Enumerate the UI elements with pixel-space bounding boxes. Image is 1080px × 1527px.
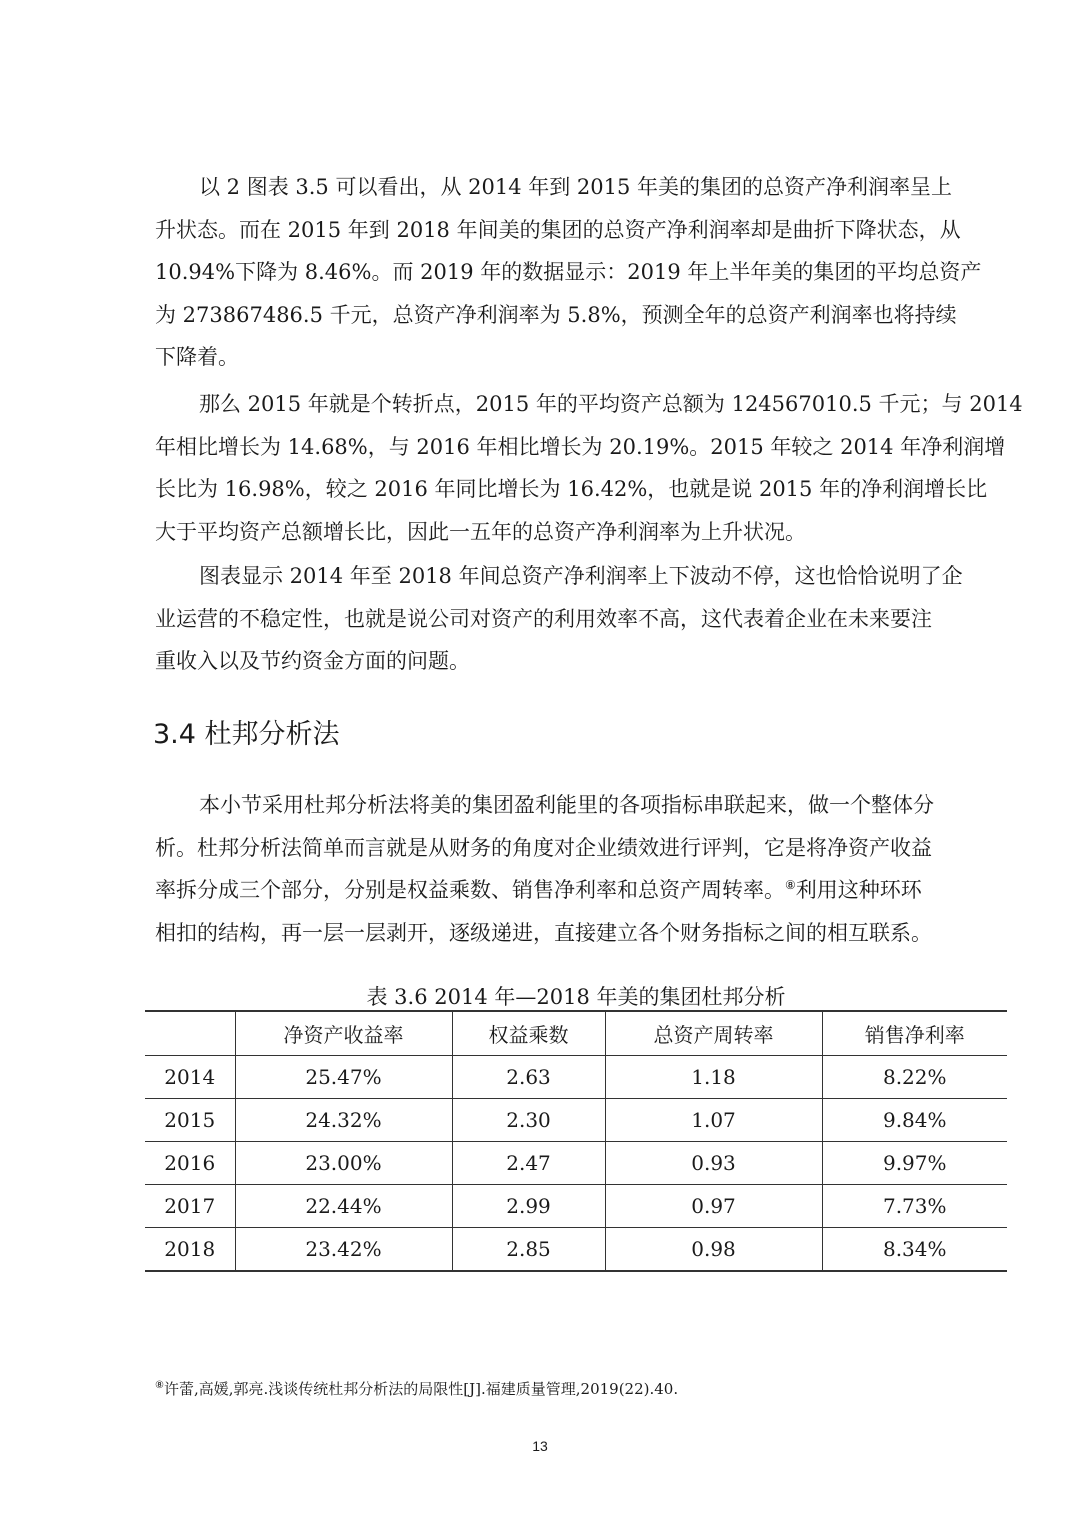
year-cell: 2017 xyxy=(145,1185,235,1228)
table-cell: 8.22% xyxy=(822,1056,1007,1099)
paragraph-2 xyxy=(155,383,1023,553)
text-segment: 率拆分成三个部分，分别是权益乘数、销售净利率和总资产周转率。 xyxy=(155,878,785,902)
footnote xyxy=(155,1378,678,1399)
text-line: 升状态。而在 2015 年到 2018 年间美的集团的总资产净利润率却是曲折下降状态，从 xyxy=(155,217,961,242)
table-header-row xyxy=(145,1011,1007,1056)
table-row xyxy=(145,1099,1007,1142)
table-row xyxy=(145,1056,1007,1099)
text-line xyxy=(155,869,955,912)
table-cell: 2.30 xyxy=(452,1099,605,1142)
table-cell: 0.98 xyxy=(605,1228,822,1272)
dupont-table xyxy=(145,1010,1007,1272)
text-segment: 利用这种环环 xyxy=(795,878,922,902)
text-line: 相扣的结构，再一层一层剥开，逐级递进，直接建立各个财务指标之间的相互联系。 xyxy=(155,920,932,945)
text-line: 长比为 16.98%，较之 2016 年同比增长为 16.42%，也就是说 2015 年的净利润增长比 xyxy=(155,477,988,501)
column-header: 总资产周转率 xyxy=(605,1011,822,1056)
table-row xyxy=(145,1228,1007,1272)
section-heading: 3.4 杜邦分析法 xyxy=(153,719,340,750)
text-line: 图表显示 2014 年至 2018 年间总资产净利润率上下波动不停，这也恰恰说明了企 xyxy=(199,564,963,588)
paragraph-3 xyxy=(155,555,963,683)
table-cell: 2.47 xyxy=(452,1142,605,1185)
table-cell: 0.97 xyxy=(605,1185,822,1228)
paragraph-4 xyxy=(155,784,955,954)
year-cell: 2015 xyxy=(145,1099,235,1142)
table-caption: 表 3.6 2014 年—2018 年美的集团杜邦分析 xyxy=(366,985,786,1009)
table-cell: 23.00% xyxy=(235,1142,452,1185)
table-cell: 24.32% xyxy=(235,1099,452,1142)
column-header: 净资产收益率 xyxy=(235,1011,452,1056)
text-line: 为 273867486.5 千元，总资产净利润率为 5.8%，预测全年的总资产利润率也将持续 xyxy=(155,302,957,327)
column-header xyxy=(145,1011,235,1056)
text-line: 下降着。 xyxy=(155,345,239,369)
text-line: 那么 2015 年就是个转折点，2015 年的平均资产总额为 124567010.5 千元；与 2014 xyxy=(199,392,1023,416)
table-cell: 9.97% xyxy=(822,1142,1007,1185)
table-cell: 0.93 xyxy=(605,1142,822,1185)
text-line: 10.94%下降为 8.46%。而 2019 年的数据显示：2019 年上半年美的集团的平均总资产 xyxy=(155,260,982,284)
column-header: 权益乘数 xyxy=(452,1011,605,1056)
column-header: 销售净利率 xyxy=(822,1011,1007,1056)
text-line: 以 2 图表 3.5 可以看出，从 2014 年到 2015 年美的集团的总资产净利润率呈上 xyxy=(199,175,953,199)
table-cell: 7.73% xyxy=(822,1185,1007,1228)
table-cell: 2.63 xyxy=(452,1056,605,1099)
table-cell: 22.44% xyxy=(235,1185,452,1228)
year-cell: 2016 xyxy=(145,1142,235,1185)
year-cell: 2014 xyxy=(145,1056,235,1099)
year-cell: 2018 xyxy=(145,1228,235,1272)
text-line: 本小节采用杜邦分析法将美的集团盈利能里的各项指标串联起来，做一个整体分 xyxy=(199,793,934,817)
table-row xyxy=(145,1185,1007,1228)
page-number: 13 xyxy=(532,1438,548,1454)
table-cell: 1.07 xyxy=(605,1099,822,1142)
footnote-reference[interactable]: ⑧ xyxy=(785,878,796,892)
text-line: 业运营的不稳定性，也就是说公司对资产的利用效率不高，这代表着企业在未来要注 xyxy=(155,606,932,631)
footnote-mark: ⑧ xyxy=(155,1380,164,1391)
text-line: 析。杜邦分析法简单而言就是从财务的角度对企业绩效进行评判，它是将净资产收益 xyxy=(155,835,932,860)
footnote-text: 许蕾,高媛,郭亮.浅谈传统杜邦分析法的局限性[J].福建质量管理,2019(22).40. xyxy=(163,1380,679,1398)
paragraph-1 xyxy=(155,166,982,379)
table-cell: 1.18 xyxy=(605,1056,822,1099)
table-cell: 2.85 xyxy=(452,1228,605,1272)
table-cell: 25.47% xyxy=(235,1056,452,1099)
text-line: 大于平均资产总额增长比，因此一五年的总资产净利润率为上升状况。 xyxy=(155,519,806,544)
text-line: 重收入以及节约资金方面的问题。 xyxy=(155,649,470,673)
table-cell: 2.99 xyxy=(452,1185,605,1228)
table-cell: 8.34% xyxy=(822,1228,1007,1272)
table-row xyxy=(145,1142,1007,1185)
table-cell: 9.84% xyxy=(822,1099,1007,1142)
text-line: 年相比增长为 14.68%，与 2016 年相比增长为 20.19%。2015 年较之 2014 年净利润增 xyxy=(155,434,1006,459)
table-cell: 23.42% xyxy=(235,1228,452,1272)
